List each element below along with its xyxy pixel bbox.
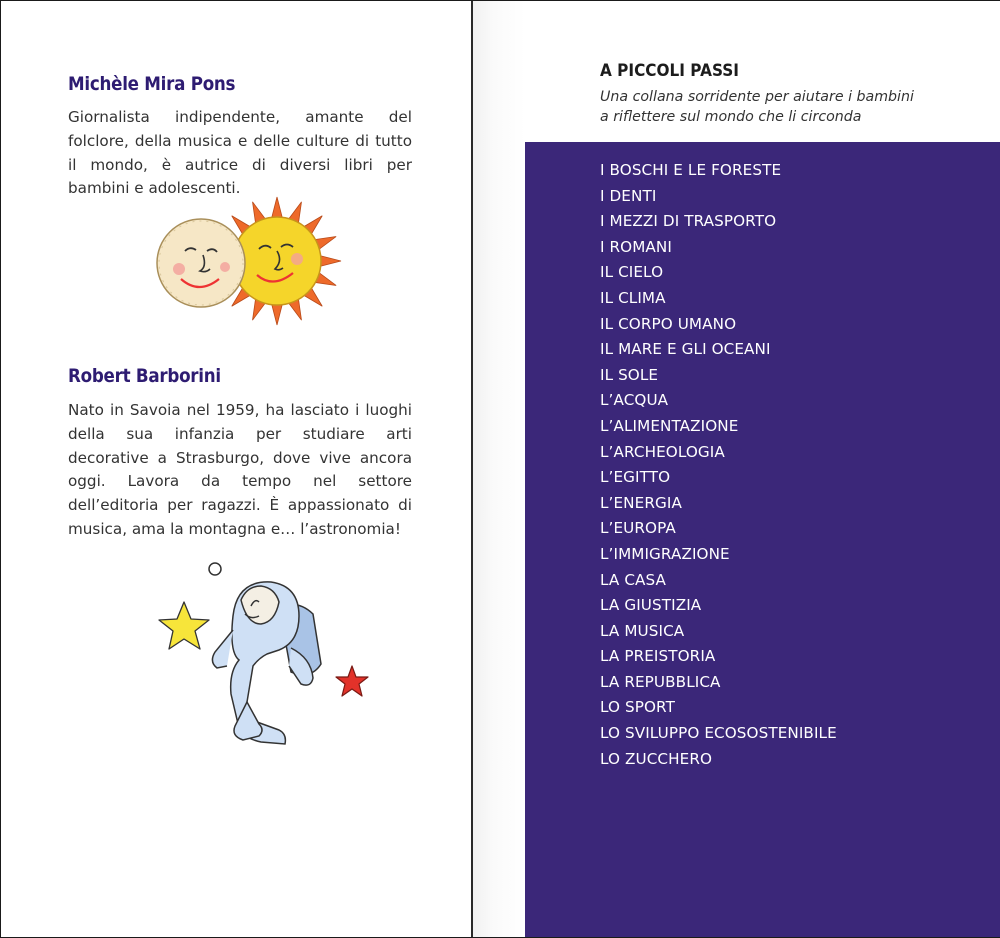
red-star-icon xyxy=(336,666,368,696)
series-title-item: IL CLIMA xyxy=(600,288,666,307)
author-name-mira-pons: Michèle Mira Pons xyxy=(68,73,236,95)
series-title-item: L’EGITTO xyxy=(600,468,671,487)
series-title-item: LA REPUBBLICA xyxy=(600,672,721,691)
series-title-item: L’ALIMENTAZIONE xyxy=(600,416,739,435)
series-title-item: LA PREISTORIA xyxy=(600,647,716,666)
series-title-item: L’ENERGIA xyxy=(600,493,682,512)
series-title-item: L’IMMIGRAZIONE xyxy=(600,544,730,563)
series-title-item: LA CASA xyxy=(600,570,667,589)
series-title-item: IL MARE E GLI OCEANI xyxy=(600,340,771,359)
series-title: A PICCOLI PASSI xyxy=(600,61,740,81)
author-bio-mira-pons xyxy=(68,106,412,201)
series-title-item: LO SVILUPPO ECOSOSTENIBILE xyxy=(600,724,837,743)
series-titles-panel xyxy=(525,142,1000,937)
series-title-item: I MEZZI DI TRASPORTO xyxy=(600,212,777,231)
series-subtitle-line: a riflettere sul mondo che li circonda xyxy=(600,109,862,125)
author-bio-barborini xyxy=(68,399,412,542)
author-bio-text: Giornalista indipendente, amante del folclore, della musica e delle culture di tutto il mondo, è autrice di diversi libri per bambini e adolescenti. xyxy=(68,108,412,198)
series-subtitle-line: Una collana sorridente per aiutare i bambini xyxy=(600,89,914,105)
yellow-star-icon xyxy=(159,602,209,649)
left-page xyxy=(1,1,472,937)
bubble xyxy=(209,563,221,575)
series-title-item: LO SPORT xyxy=(600,698,675,717)
astronaut-illustration xyxy=(141,556,371,756)
series-title-item: IL CIELO xyxy=(600,263,664,282)
right-page xyxy=(525,1,1000,937)
series-title-item: I BOSCHI E LE FORESTE xyxy=(600,161,782,179)
series-title-item: LO ZUCCHERO xyxy=(600,749,713,768)
series-title-item: L’ARCHEOLOGIA xyxy=(600,442,725,461)
astronaut xyxy=(212,582,321,744)
series-title-item: I DENTI xyxy=(600,186,657,205)
series-header xyxy=(525,1,1000,142)
series-title-item: IL CORPO UMANO xyxy=(600,314,737,333)
sun-and-moon-illustration xyxy=(141,193,351,341)
author-bio-text: Nato in Savoia nel 1959, ha lasciato i luoghi della sua infanzia per studiare arti decorative a Strasburgo, dove vive ancora oggi. Lavora da tempo nel settore dell’editoria per ragazzi. È appassionato di musica, ama la montagna e… l’astronomia! xyxy=(68,401,412,538)
series-title-item: L’EUROPA xyxy=(600,519,676,538)
series-title-item: L’ACQUA xyxy=(600,391,669,410)
series-title-item: LA MUSICA xyxy=(600,621,685,640)
moon-face xyxy=(157,219,245,307)
series-title-item: I ROMANI xyxy=(600,237,672,256)
series-title-item: LA GIUSTIZIA xyxy=(600,596,702,615)
sun-face xyxy=(233,217,321,305)
series-subtitle xyxy=(600,87,914,127)
author-name-barborini: Robert Barborini xyxy=(68,365,221,387)
series-title-item: IL SOLE xyxy=(600,365,659,384)
spine-gutter xyxy=(473,1,525,937)
series-titles-list xyxy=(600,158,837,772)
